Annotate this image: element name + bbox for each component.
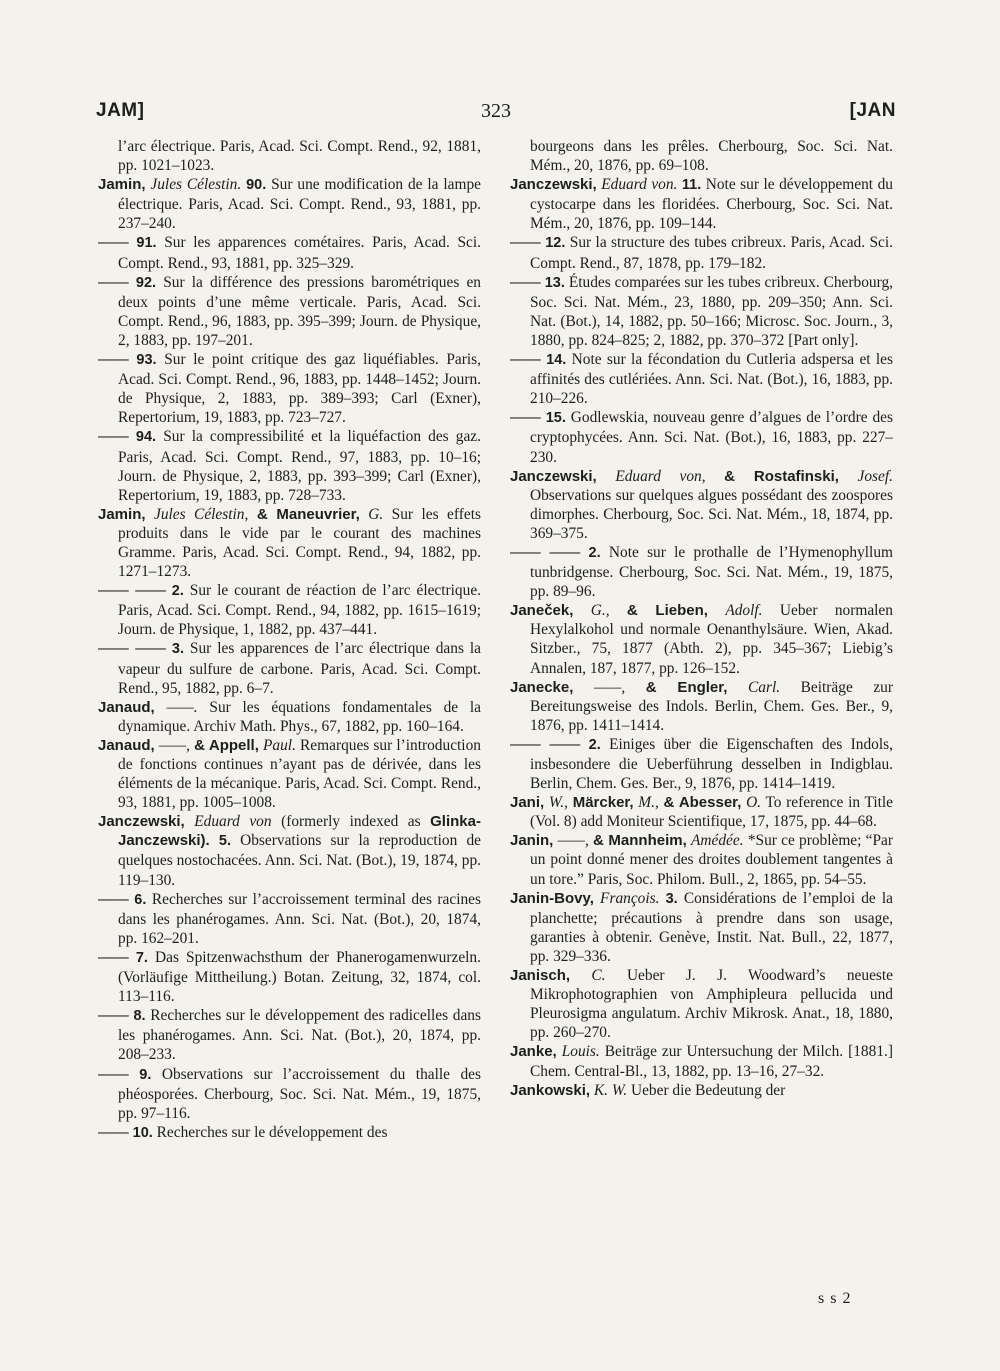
repeat-author-dash: —— — [98, 1007, 129, 1025]
entry-text: Recherches sur le développement des radicelles dans les phanérogames. Ann. Sci. Nat. (Bot.), 20, 1874, pp. 208–233. — [118, 1007, 481, 1064]
author-name: Janisch, — [510, 967, 571, 985]
repeat-author-dash: —— — [98, 273, 129, 291]
repeat-author-dash: —— — [510, 234, 541, 252]
author-name: Janaud, — [98, 736, 155, 754]
author-given-name: ——. — [166, 698, 198, 716]
bibliography-entry — [510, 793, 893, 831]
coauthor-name: & Rostafinski, — [724, 467, 839, 485]
author-given-name: François. — [600, 889, 660, 907]
bibliography-entry — [510, 543, 893, 601]
entry-text: Sur le courant de réaction de l’arc électrique. Paris, Acad. Sci. Compt. Rend., 94, 1882, pp. 1615–1619; Journ. de Physique, 1, 1882, pp. 437–441. — [118, 582, 482, 639]
entry-number: 11. — [681, 177, 702, 194]
header-left-range: JAM] — [96, 100, 145, 121]
entry-text: Sur la compressibilité et la liquéfaction des gaz. Paris, Acad. Sci. Compt. Rend., 97, 1883, pp. 10–16; Journ. de Physique, 2, 1883, pp. 393–399; Carl (Exner), Repertorium, 19, 1883, pp. 728–733. — [118, 428, 481, 504]
bibliography-entry — [98, 890, 481, 948]
bibliography-entry — [98, 350, 481, 427]
coauthor-name: & Maneuvrier, — [256, 505, 360, 523]
entry-text: Beiträge zur Untersuchung der Milch. [1881.] Chem. Central-Bl., 13, 1882, pp. 13–16, 27–32. — [530, 1043, 893, 1080]
bibliography-entry — [510, 1081, 893, 1100]
coauthor-given-name: Amédée. — [691, 832, 744, 850]
entry-text: Godlewskia, nouveau genre d’algues de l’ordre des cryptophycées. Ann. Sci. Nat. (Bot.), 16, 1883, pp. 227–230. — [530, 409, 893, 466]
entry-number: 10. — [132, 1124, 153, 1141]
bibliography-entry — [510, 273, 893, 350]
bibliography-entry — [510, 601, 893, 677]
entry-text: Recherches sur le développement des — [156, 1123, 388, 1141]
repeat-author-dash: —— — [98, 1123, 129, 1141]
entry-text: Beiträge zur Bereitungsweise des Indols. Berlin, Chem. Ges. Ber., 9, 1876, pp. 1411–1414. — [530, 678, 893, 734]
author-given-name: Eduard von, — [615, 467, 706, 485]
entry-number: 94. — [135, 429, 157, 446]
author-name: Janecke, — [510, 678, 574, 696]
entry-number: 13. — [544, 274, 565, 291]
author-given-name: Jules Célestin. — [150, 176, 242, 194]
repeat-author-dash: —— — [98, 351, 129, 369]
author-name: Janczewski, — [98, 813, 185, 831]
repeat-author-dash: —— — [510, 409, 541, 427]
running-header — [96, 100, 896, 130]
bibliography-entry — [510, 1042, 893, 1080]
author-given-name: Jules Célestin, — [153, 505, 249, 523]
signature-mark: s s 2 — [818, 1290, 852, 1307]
bibliography-entry — [510, 233, 893, 272]
entry-text: Observations sur la reproduction de quelques nostochacées. Ann. Sci. Nat. (Bot.), 19, 1874, pp. 119–130. — [118, 832, 481, 889]
right-column — [510, 137, 893, 1100]
bibliography-entry — [98, 427, 481, 504]
repeat-author-dash: —— — [98, 234, 129, 252]
author-name: Jamin, — [98, 505, 146, 523]
bibliography-entry — [98, 698, 481, 736]
author-given-name: Eduard von — [194, 813, 272, 831]
entry-text: Observations sur quelques algues possédant des zoospores dimorphes. Cherbourg, Soc. Sci. Nat. Mém., 18, 1874, pp. 369–375. — [530, 486, 893, 542]
repeat-author-dash: —— — [98, 948, 129, 966]
entry-text: *Sur ce problème; “Par un point donné mener des droites doublement tangentes à un tore.” Paris, Soc. Philom. Bull., 2, 1865, pp. 54–55. — [530, 832, 893, 888]
author-given-name: C. — [591, 967, 606, 985]
entry-text: Note sur la fécondation du Cutleria adspersa et les affinités des cutlériées. Ann. Sci. Nat. (Bot.), 16, 1883, pp. 210–226. — [530, 351, 893, 408]
author-given-name: K. W. — [593, 1081, 628, 1099]
entry-text: Note sur le prothalle de l’Hymenophyllum tunbridgense. Cherbourg, Soc. Sci. Nat. Mém., 19, 1875, pp. 89–96. — [530, 543, 893, 601]
entry-number: 14. — [546, 352, 567, 369]
entry-number: 91. — [136, 235, 157, 252]
coauthor-name: Märcker, — [572, 794, 634, 812]
author-name: Janin-Bovy, — [510, 889, 594, 907]
bibliography-entry — [98, 1065, 481, 1123]
entry-text: Ueber J. J. Woodward’s neueste Mikrophotographien von Amphipleura pellucida und Pleurosigma angulatum. Archiv Mikrosk. Anat., 18, 1880, pp. 260–270. — [530, 967, 893, 1042]
bibliography-entry — [98, 736, 481, 812]
coauthor-name: & Abesser, — [663, 794, 742, 812]
entry-text: Remarques sur l’introduction de fonctions continues n’ayant pas de dérivée, dans les éléments de la mécanique. Paris, Acad. Sci. Compt. Rend., 93, 1881, pp. 1005–1008. — [118, 736, 481, 812]
entry-number: 3. — [171, 641, 184, 658]
entry-number: 15. — [545, 410, 566, 427]
entry-text: Recherches sur l’accroissement terminal des racines dans les phanérogames. Ann. Sci. Nat. (Bot.), 20, 1874, pp. 162–201. — [118, 890, 481, 947]
entry-continuation — [98, 137, 481, 175]
entry-text: Observations sur l’accroissement du thalle des phéosporées. Cherbourg, Soc. Sci. Nat. Mém., 19, 1875, pp. 97–116. — [118, 1065, 481, 1122]
entry-number: 3. — [665, 890, 678, 907]
bibliography-entry — [98, 1123, 481, 1143]
entry-text: Sur le point critique des gaz liquéfiables. Paris, Acad. Sci. Compt. Rend., 96, 1883, pp. 1448–1452; Journ. de Physique, 2, 1883, pp. 389–393; Carl (Exner), Repertorium, 19, 1883, pp. 723–727. — [118, 351, 481, 427]
entry-text: Études comparées sur les tubes cribreux. Cherbourg, Soc. Sci. Nat. Mém., 23, 1880, pp. 209–350; Ann. Sci. Nat. (Bot.), 14, 1882, pp. 50–166; Microsc. Soc. Journ., 3, 1880, pp. 824–825; 2, 1882, pp. 370–372 [Part only]. — [530, 273, 893, 349]
coauthor-name: & Mannheim, — [593, 832, 687, 850]
entry-number: 2. — [171, 583, 184, 600]
bibliography-entry — [98, 273, 481, 350]
repeat-author-dash: —— —— — [510, 735, 581, 753]
author-given-name: ——, — [593, 678, 626, 696]
entry-text: Einiges über die Eigenschaften des Indols, insbesondere die Ueberführung desselben in Indigblau. Berlin, Chem. Ges. Ber., 9, 1876, pp. 1414–1419. — [530, 735, 893, 793]
author-name: Jamin, — [98, 176, 146, 194]
entry-number: 2. — [588, 544, 601, 561]
entry-text: Ueber normalen Hexylalkohol und normale Oenanthylsäure. Wien, Akad. Sitzber., 75, 1877 (Abth. 2), pp. 345–367; Liebig’s Annalen, 187, 1877, pp. 126–152. — [530, 602, 893, 677]
coauthor-name: Glinka-Janczewski). — [118, 813, 481, 850]
left-column — [98, 137, 481, 1143]
author-given-name: W., — [548, 794, 568, 812]
entry-number: 9. — [139, 1066, 152, 1083]
entry-number: 7. — [135, 949, 148, 966]
bibliography-entry — [98, 948, 481, 1006]
entry-number: 2. — [588, 736, 601, 753]
entry-text: To reference in Title (Vol. 8) add Moniteur Scientifique, 17, 1875, pp. 44–68. — [530, 794, 893, 831]
coauthor-name: & Engler, — [645, 678, 728, 696]
bibliography-entry — [98, 505, 481, 581]
entry-note: (formerly indexed as — [281, 813, 421, 831]
entry-text: Sur les apparences cométaires. Paris, Acad. Sci. Compt. Rend., 93, 1881, pp. 325–329. — [118, 234, 481, 272]
entry-text: Note sur le développement du cystocarpe dans les floridées. Cherbourg, Soc. Sci. Nat. Mém., 20, 1876, pp. 109–144. — [530, 176, 893, 233]
entry-number: 6. — [134, 891, 147, 908]
repeat-author-dash: —— —— — [98, 640, 166, 658]
entry-text: bourgeons dans les prêles. Cherbourg, Soc. Sci. Nat. Mém., 20, 1876, pp. 69–108. — [530, 138, 893, 175]
entry-text: Considérations de l’emploi de la planchette; précautions à prendre dans son usage, garanties à obtenir. Genève, Instit. Nat. Bull., 22, 1877, pp. 329–336. — [530, 889, 893, 965]
author-given-name: ——, — [158, 736, 191, 754]
bibliography-entry — [510, 175, 893, 233]
entry-number: 5. — [218, 833, 231, 850]
author-name: Janke, — [510, 1043, 557, 1061]
author-name: Jankowski, — [510, 1081, 591, 1099]
entry-number: 8. — [133, 1008, 146, 1025]
entry-text: l’arc électrique. Paris, Acad. Sci. Compt. Rend., 92, 1881, pp. 1021–1023. — [118, 138, 481, 175]
repeat-author-dash: —— — [98, 428, 129, 446]
coauthor-given-name: O. — [746, 794, 762, 812]
entry-text: Das Spitzenwachsthum der Phanerogamenwurzeln. (Vorläufige Mittheilung.) Botan. Zeitung, 32, 1874, col. 113–116. — [118, 948, 481, 1006]
coauthor-given-name: Carl. — [748, 678, 781, 696]
entry-continuation — [510, 137, 893, 175]
repeat-author-dash: —— — [98, 1065, 129, 1083]
bibliography-entry — [510, 350, 893, 408]
coauthor-given-name: Adolf. — [725, 602, 763, 620]
author-given-name: Eduard von. — [601, 176, 678, 194]
repeat-author-dash: —— — [98, 890, 129, 908]
entry-text: Sur les équations fondamentales de la dynamique. Archiv Math. Phys., 67, 1882, pp. 160–164. — [118, 698, 481, 735]
coauthor-name: & Lieben, — [626, 602, 708, 620]
bibliography-entry — [98, 175, 481, 233]
entry-number: 12. — [545, 235, 566, 252]
header-right-range: [JAN — [849, 100, 896, 121]
author-given-name: ——, — [557, 832, 589, 850]
bibliography-entry — [510, 966, 893, 1042]
bibliography-entry — [510, 678, 893, 735]
repeat-author-dash: —— — [510, 273, 541, 291]
bibliography-entry — [98, 639, 481, 697]
bibliography-entry — [98, 581, 481, 639]
coauthor-given-name: Josef. — [857, 467, 893, 485]
entry-text: Sur les effets produits dans le vide par le courant des machines Gramme. Paris, Acad. Sci. Compt. Rend., 94, 1882, pp. 1271–1273. — [118, 505, 481, 581]
repeat-author-dash: —— — [510, 351, 541, 369]
bibliography-entry — [510, 408, 893, 466]
author-given-name: Louis. — [561, 1043, 600, 1061]
repeat-author-dash: —— —— — [98, 582, 166, 600]
author-name: Janczewski, — [510, 467, 597, 485]
repeat-author-dash: —— —— — [510, 543, 581, 561]
author-given-name: G., — [590, 602, 610, 620]
bibliography-entry — [510, 889, 893, 966]
author-name: Janin, — [510, 832, 554, 850]
entry-text: Sur la structure des tubes cribreux. Paris, Acad. Sci. Compt. Rend., 87, 1878, pp. 179–182. — [530, 234, 893, 272]
bibliography-entry — [98, 1006, 481, 1064]
bibliography-entry — [98, 812, 481, 889]
bibliography-entry — [98, 233, 481, 272]
coauthor-given-name: M., — [638, 794, 659, 812]
author-name: Janczewski, — [510, 176, 597, 194]
entry-number: 93. — [136, 352, 157, 369]
bibliography-entry — [510, 735, 893, 793]
entry-number: 92. — [135, 274, 157, 291]
page-number: 323 — [481, 100, 511, 122]
author-name: Jani, — [510, 794, 545, 812]
entry-number: 90. — [246, 177, 267, 194]
coauthor-given-name: G. — [368, 505, 384, 523]
entry-text: Sur les apparences de l’arc électrique dans la vapeur du sulfure de carbone. Paris, Acad. Sci. Compt. Rend., 95, 1882, pp. 6–7. — [118, 640, 481, 697]
bibliography-entry — [510, 831, 893, 888]
author-name: Janaud, — [98, 698, 155, 716]
bibliography-entry — [510, 467, 893, 543]
entry-text: Sur une modification de la lampe électrique. Paris, Acad. Sci. Compt. Rend., 93, 1881, pp. 237–240. — [118, 176, 481, 233]
author-name: Janeček, — [510, 602, 574, 620]
entry-text: Ueber die Bedeutung der — [630, 1081, 786, 1099]
coauthor-name: & Appell, — [194, 736, 259, 754]
coauthor-given-name: Paul. — [263, 736, 296, 754]
entry-text: Sur la différence des pressions barométriques en deux points d’une même verticale. Paris, Acad. Sci. Compt. Rend., 96, 1883, pp. 395–399; Journ. de Physique, 2, 1883, pp. 197–201. — [118, 273, 481, 349]
